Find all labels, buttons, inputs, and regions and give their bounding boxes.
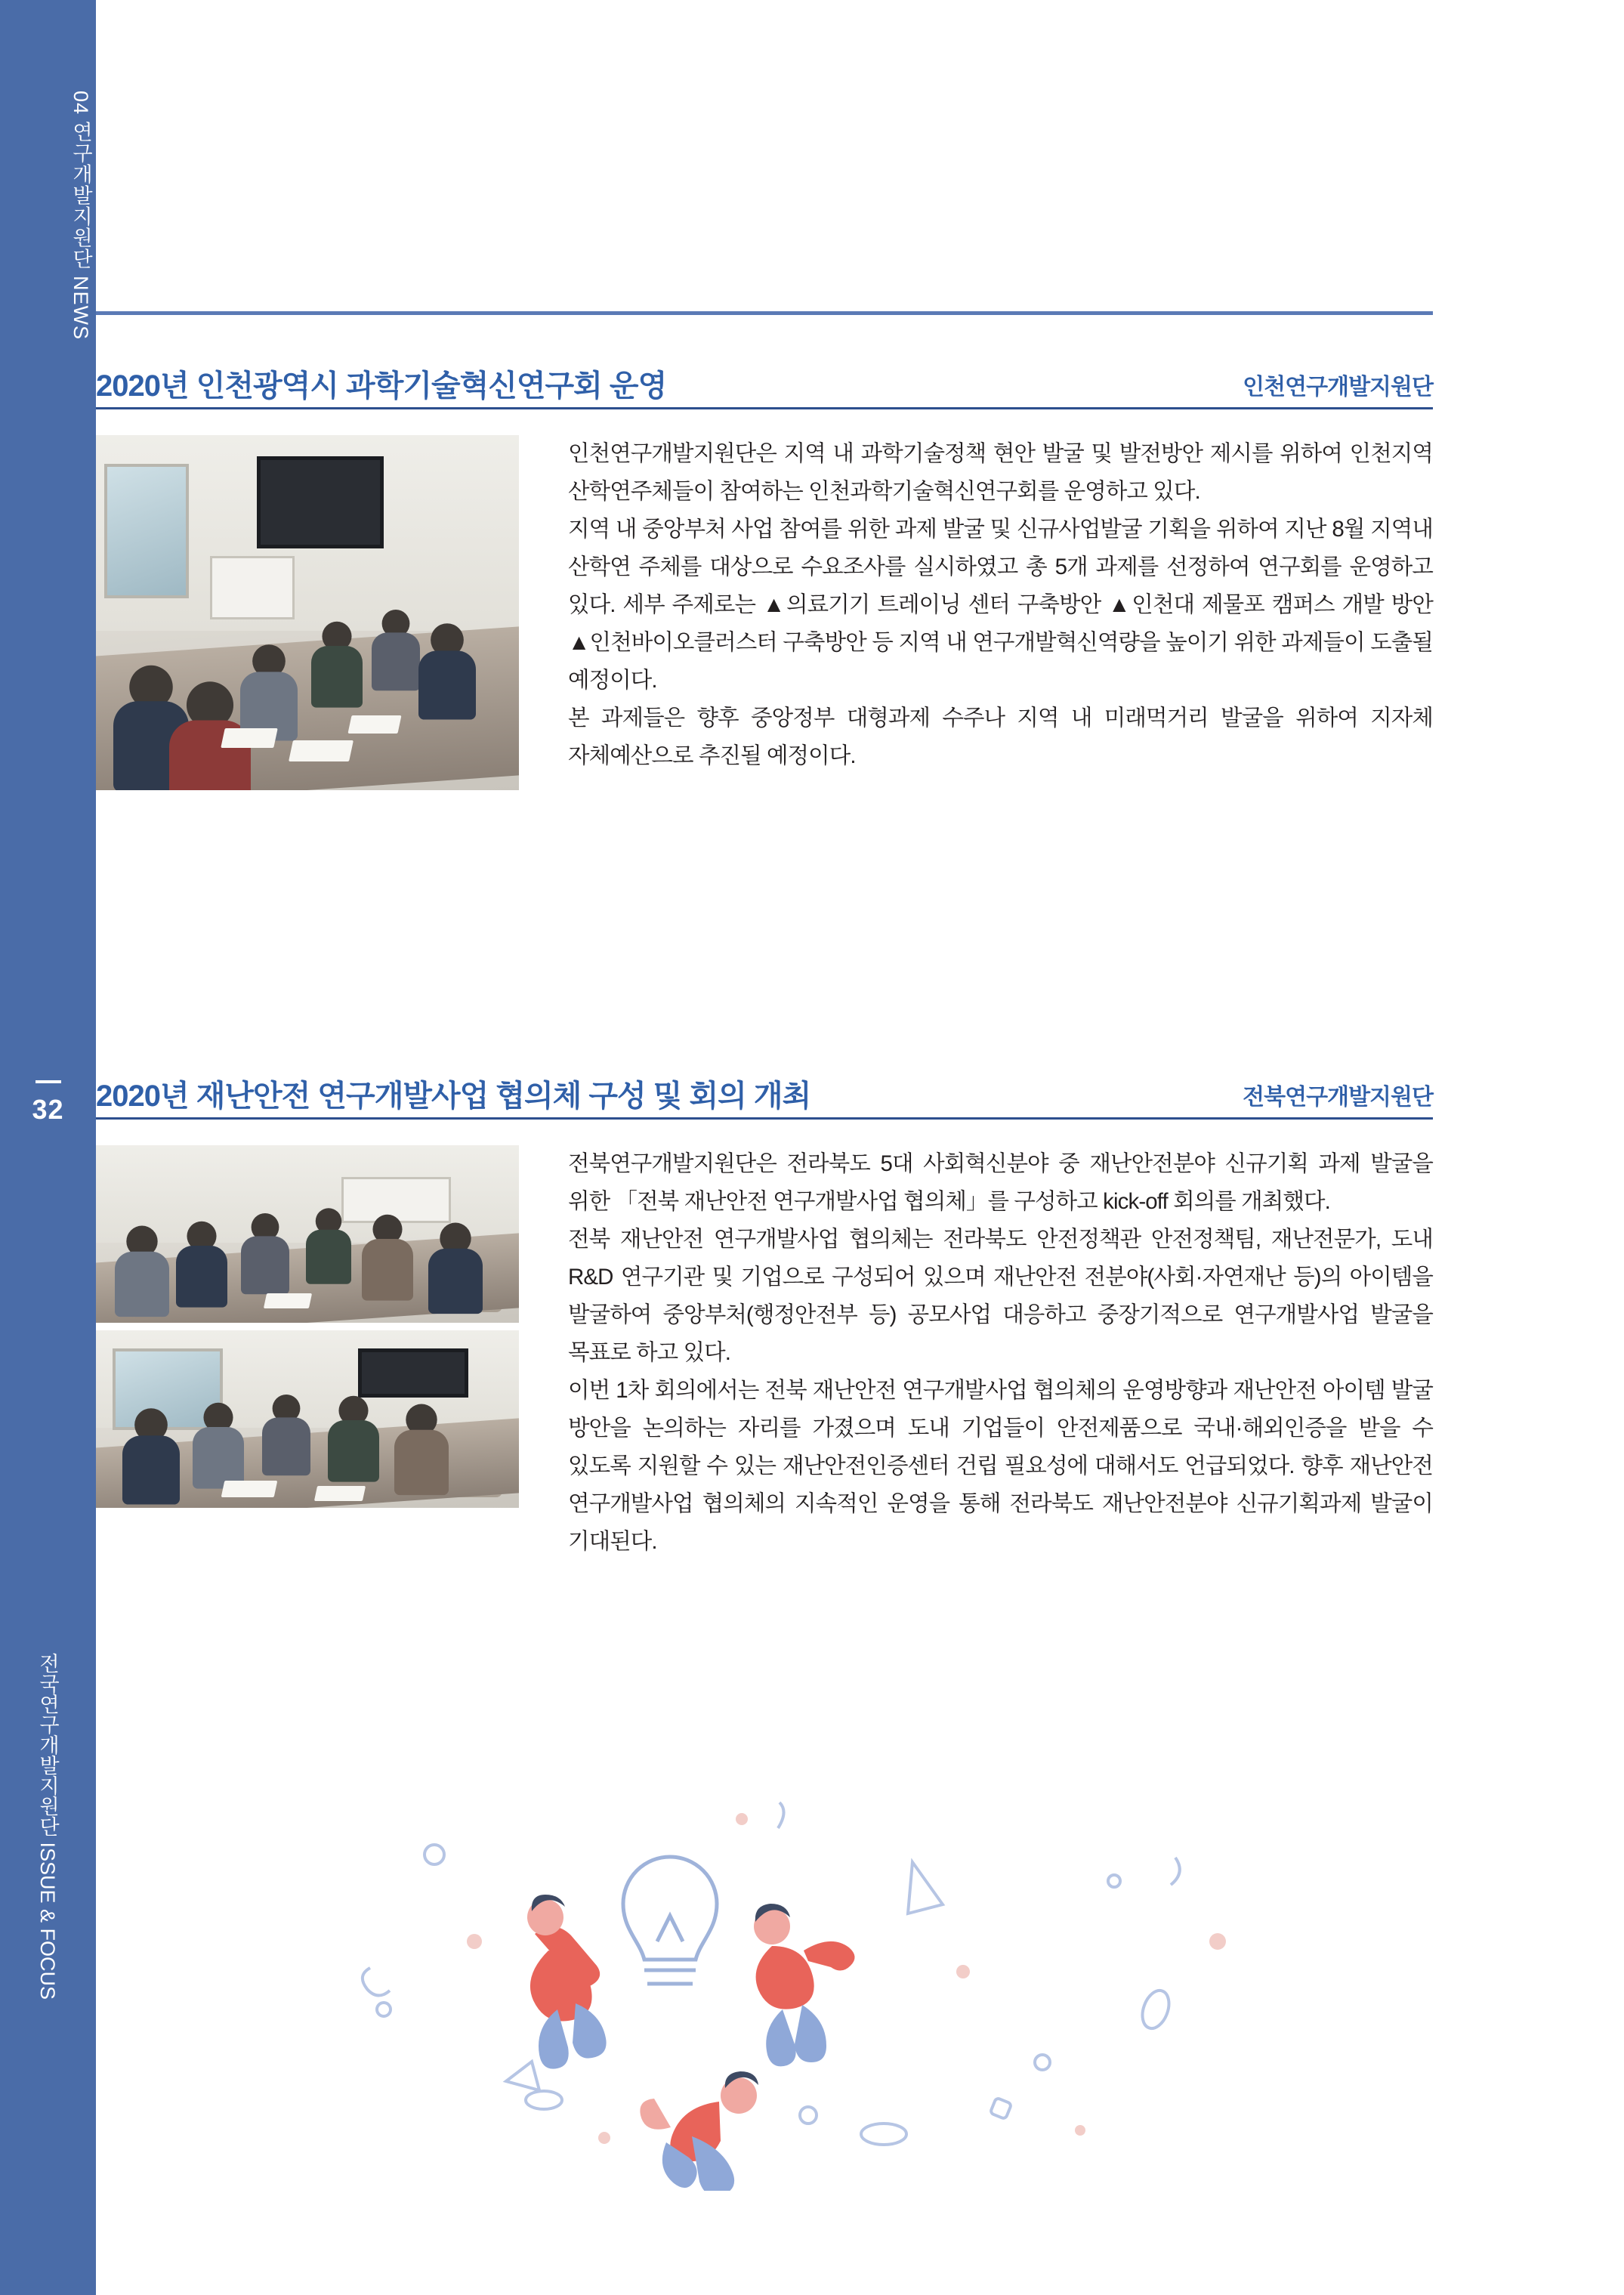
article-2-paragraph-3: 이번 1차 회의에서는 전북 재난안전 연구개발사업 협의체의 운영방향과 재난안전 아이템 발굴 방안을 논의하는 자리를 가졌으며 도내 기업들이 안전제품으로 국내·해외인증을 받을 수 있도록 지원할 수 있는 재난안전인증센터 건립 필요성에 대해서도 언급되었다. 향후 재난안전 연구개발사업 협의체의 지속적인 운영을 통해 전라북도 재난안전분야 신규기획과제 발굴이 기대된다. (568, 1378, 1433, 1554)
top-rule (96, 311, 1433, 315)
article-1-body (96, 435, 1433, 919)
article-2-text (568, 1145, 1433, 1561)
page-number-block (0, 1080, 96, 1126)
idea-people-illustration (279, 1783, 1284, 2191)
article-1-paragraph-3: 본 과제들은 향후 중앙정부 대형과제 수주나 지역 내 미래먹거리 발굴을 위하여 지자체 자체예산으로 추진될 예정이다. (568, 706, 1433, 768)
article-2-body (96, 1145, 1433, 1719)
article-2-photo-top (96, 1145, 519, 1323)
sidebar-section-label: 04 연구개발지원단 NEWS (69, 91, 92, 341)
sidebar-publication-label: 전국연구개발지원단 ISSUE & FOCUS (36, 1653, 59, 2000)
article-2-header (96, 1065, 1433, 1120)
article-2-paragraph-1: 전북연구개발지원단은 전라북도 5대 사회혁신분야 중 재난안전분야 신규기획 과제 발굴을 위한 「전북 재난안전 연구개발사업 협의체」를 구성하고 kick-off 회의를 개최했다. (568, 1151, 1433, 1214)
article-1-photo (96, 435, 519, 790)
left-sidebar (0, 0, 96, 2295)
article-1-header (96, 355, 1433, 409)
article-2-organization: 전북연구개발지원단 (1243, 1085, 1433, 1110)
page-number-dash (36, 1080, 61, 1083)
article-2-photo-bottom (96, 1330, 519, 1508)
article-1-title: 2020년 인천광역시 과학기술혁신연구회 운영 (96, 369, 667, 403)
article-2 (96, 1065, 1433, 1719)
article-1-paragraph-1: 인천연구개발지원단은 지역 내 과학기술정책 현안 발굴 및 발전방안 제시를 위하여 인천지역 산학연주체들이 참여하는 인천과학기술혁신연구회를 운영하고 있다. (568, 441, 1433, 504)
article-1-text (568, 435, 1433, 775)
article-2-title: 2020년 재난안전 연구개발사업 협의체 구성 및 회의 개최 (96, 1080, 811, 1113)
article-1-organization: 인천연구개발지원단 (1243, 375, 1433, 400)
article-2-paragraph-2: 전북 재난안전 연구개발사업 협의체는 전라북도 안전정책관 안전정책팀, 재난전문가, 도내 R&D 연구기관 및 기업으로 구성되어 있으며 재난안전 전분야(사회·자연재난 등)의 아이템을 발굴하여 중앙부처(행정안전부 등) 공모사업 대응하고 중장기적으로 연구개발사업 발굴을 목표로 하고 있다. (568, 1227, 1433, 1365)
article-1 (96, 355, 1433, 919)
article-1-paragraph-2: 지역 내 중앙부처 사업 참여를 위한 과제 발굴 및 신규사업발굴 기획을 위하여 지난 8월 지역내 산학연 주체를 대상으로 수요조사를 실시하였고 총 5개 과제를 선정하여 연구회를 운영하고 있다. 세부 주제로는 ▲의료기기 트레이닝 센터 구축방안 ▲인천대 제물포 캠퍼스 개발 방안 ▲인천바이오클러스터 구축방안 등 지역 내 연구개발혁신역량을 높이기 위한 과제들이 도출될 예정이다. (568, 517, 1433, 693)
page-number: 32 (32, 1094, 64, 1125)
